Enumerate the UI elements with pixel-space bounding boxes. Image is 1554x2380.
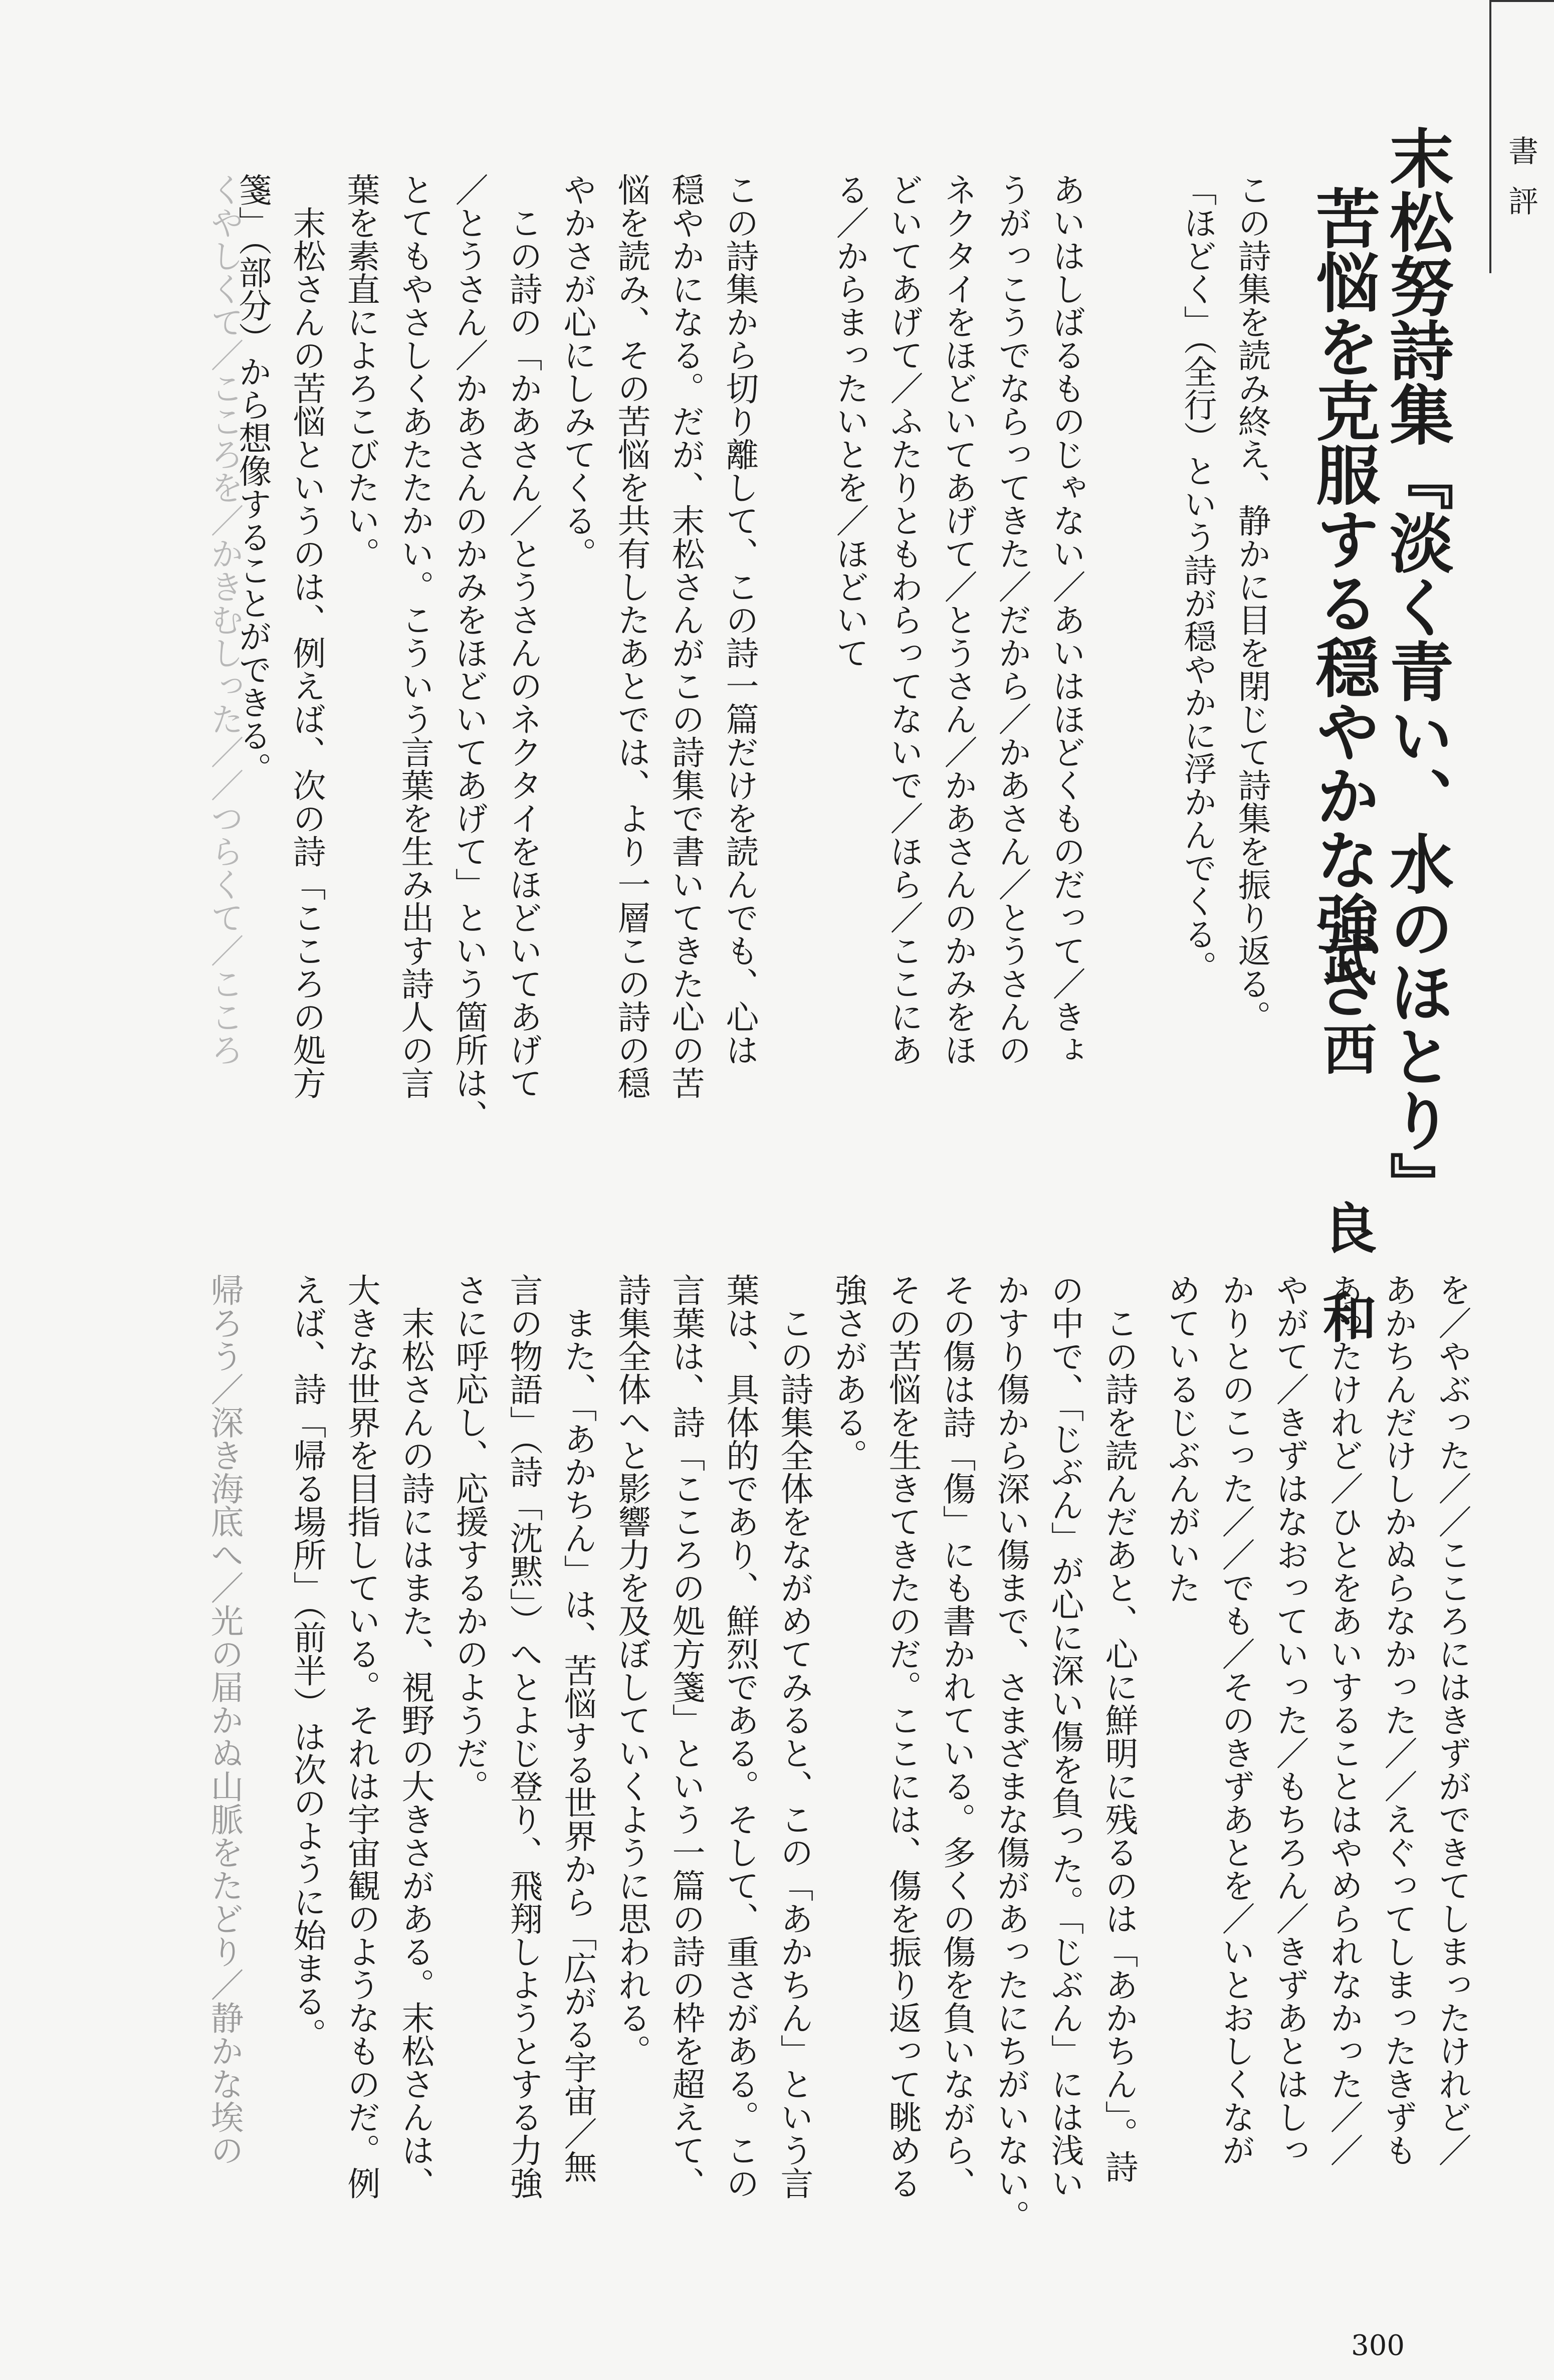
poem-line: ネクタイをほどいてあげて／とうさん／かあさんのかみをほ [939, 173, 977, 1066]
text-line: また、「あかちん」は、苦悩する世界から「広がる宇宙／無 [558, 1306, 597, 2183]
poem-kokoro-no-shohosen-continued [1154, 1273, 1479, 2166]
text-line: 葉は、具体的であり、鮮烈である。そして、重さがある。この [721, 1273, 759, 2200]
header-rule-vertical [1489, 0, 1491, 273]
poem-hodoku [822, 173, 1093, 1066]
text-line: さに呼応し、応援するかのようだ。 [450, 1273, 489, 1803]
poem-line: どいてあげて／ふたりともわらってないで／ほら／ここにあ [884, 173, 923, 1066]
poem-line: 帰ろう／深き海底へ／光の届かぬ山脈をたどり／静かな埃の [205, 1273, 244, 2166]
text-line: 末松さんの苦悩というのは、例えば、次の詩「こころの処方 [287, 206, 326, 1099]
text-line: 悩を読み、その苦悩を共有したあとでは、より一層この詩の穏 [612, 173, 650, 1099]
text-line: 箋」（部分）から想像することができる。 [233, 173, 272, 785]
text-line: この詩集を読み終え、静かに目を閉じて詩集を振り返る。 [1232, 173, 1271, 1033]
header-rule-horizontal [1491, 0, 1554, 2]
text-line: ／とうさん／かあさんのかみをほどいてあげて」という箇所は、 [450, 173, 488, 1132]
poem-line: あったけれど／ひとをあいすることはやめられなかった／／ [1324, 1273, 1363, 2166]
poem-line: を／やぶった／／こころにはきずができてしまったけれど／ [1433, 1273, 1471, 2166]
article-subtitle: 苦悩を克服する穏やかな強さ [1305, 185, 1380, 1020]
article-title: 末松努詩集『淡く青い、水のほとり』 [1379, 125, 1454, 1216]
text-line: 強さがある。 [829, 1273, 867, 1472]
text-line: その苦悩を生きてきたのだ。ここには、傷を振り返って眺める [883, 1273, 922, 2200]
text-line: 言の物語」（詩「沈黙」）へとよじ登り、飛翔しようとする力強 [504, 1273, 543, 2200]
text-line: やかさが心にしみてくる。 [558, 173, 596, 570]
text-line: この詩集から切り離して、この詩一篇だけを読んでも、心は [720, 173, 759, 1066]
poem-line: うがっこうでならってきた／だから／かあさん／とうさんの [993, 173, 1031, 1066]
text-line: かすり傷から深い傷まで、さまざまな傷があったにちがいない。 [991, 1273, 1030, 2233]
text-line: この詩集全体をながめてみると、この「あかちん」という言 [775, 1306, 813, 2200]
text-line: この詩の「かあさん／とうさんのネクタイをほどいてあげて [504, 206, 542, 1099]
text-line: 穏やかになる。だが、末松さんがこの詩集で書いてきた心の苦 [666, 173, 705, 1099]
text-line: 詩集全体へと影響力を及ぼしていくように思われる。 [612, 1273, 651, 2067]
poem-line: かりとのこった／／でも／そのきずあとを／いとおしくなが [1216, 1273, 1255, 2166]
poem-line: あかちんだけしかぬらなかった／／えぐってしまったきずも [1379, 1273, 1417, 2166]
review-paragraph-1 [225, 173, 766, 1132]
poem-kokoro-no-shohosen-start [197, 173, 251, 1066]
review-paragraph-2 [280, 1273, 1146, 2233]
text-line: 大きな世界を目指している。それは宇宙観のようなものだ。例 [342, 1273, 380, 2200]
page-number: 300 [1351, 2329, 1405, 2362]
text-line: 「ほどく」（全行）という詩が穏やかに浮かんでくる。 [1178, 173, 1217, 983]
article-author: 武西 良和 [1313, 932, 1377, 1378]
text-line: この詩を読んだあと、心に鮮明に残るのは「あかちん」。詩 [1099, 1306, 1138, 2183]
text-line: えば、詩「帰る場所」（前半）は次のように始まる。 [288, 1273, 326, 2051]
text-line: とてもやさしくあたたかい。こういう言葉を生み出す詩人の言 [395, 173, 434, 1099]
poem-line: る／からまったいとを／ほどいて [830, 173, 869, 669]
section-label: 書評 [1503, 135, 1538, 236]
text-line: 末松さんの詩にはまた、視野の大きさがある。末松さんは、 [396, 1306, 434, 2200]
poem-line: やがて／きずはなおっていった／もちろん／きずあとはしっ [1270, 1273, 1309, 2166]
text-line: 言葉は、詩「こころの処方箋」という一篇の詩の枠を超えて、 [667, 1273, 705, 2200]
poem-line: あいはしばるものじゃない／あいはほどくものだって／きょ [1047, 173, 1085, 1066]
intro-paragraph [1170, 173, 1278, 1033]
text-line: 葉を素直によろこびたい。 [341, 173, 380, 570]
poem-line: めているじぶんがいた [1162, 1273, 1201, 1604]
text-line: の中で、「じぶん」が心に深い傷を負った。「じぶん」には浅い [1045, 1273, 1084, 2200]
poem-line: くやしくて／こころを／かきむしった／／つらくて／こころ [205, 173, 244, 1066]
poem-kaeru-basho [197, 1273, 251, 2166]
text-line: その傷は詩「傷」にも書かれている。多くの傷を負いながら、 [937, 1273, 976, 2200]
